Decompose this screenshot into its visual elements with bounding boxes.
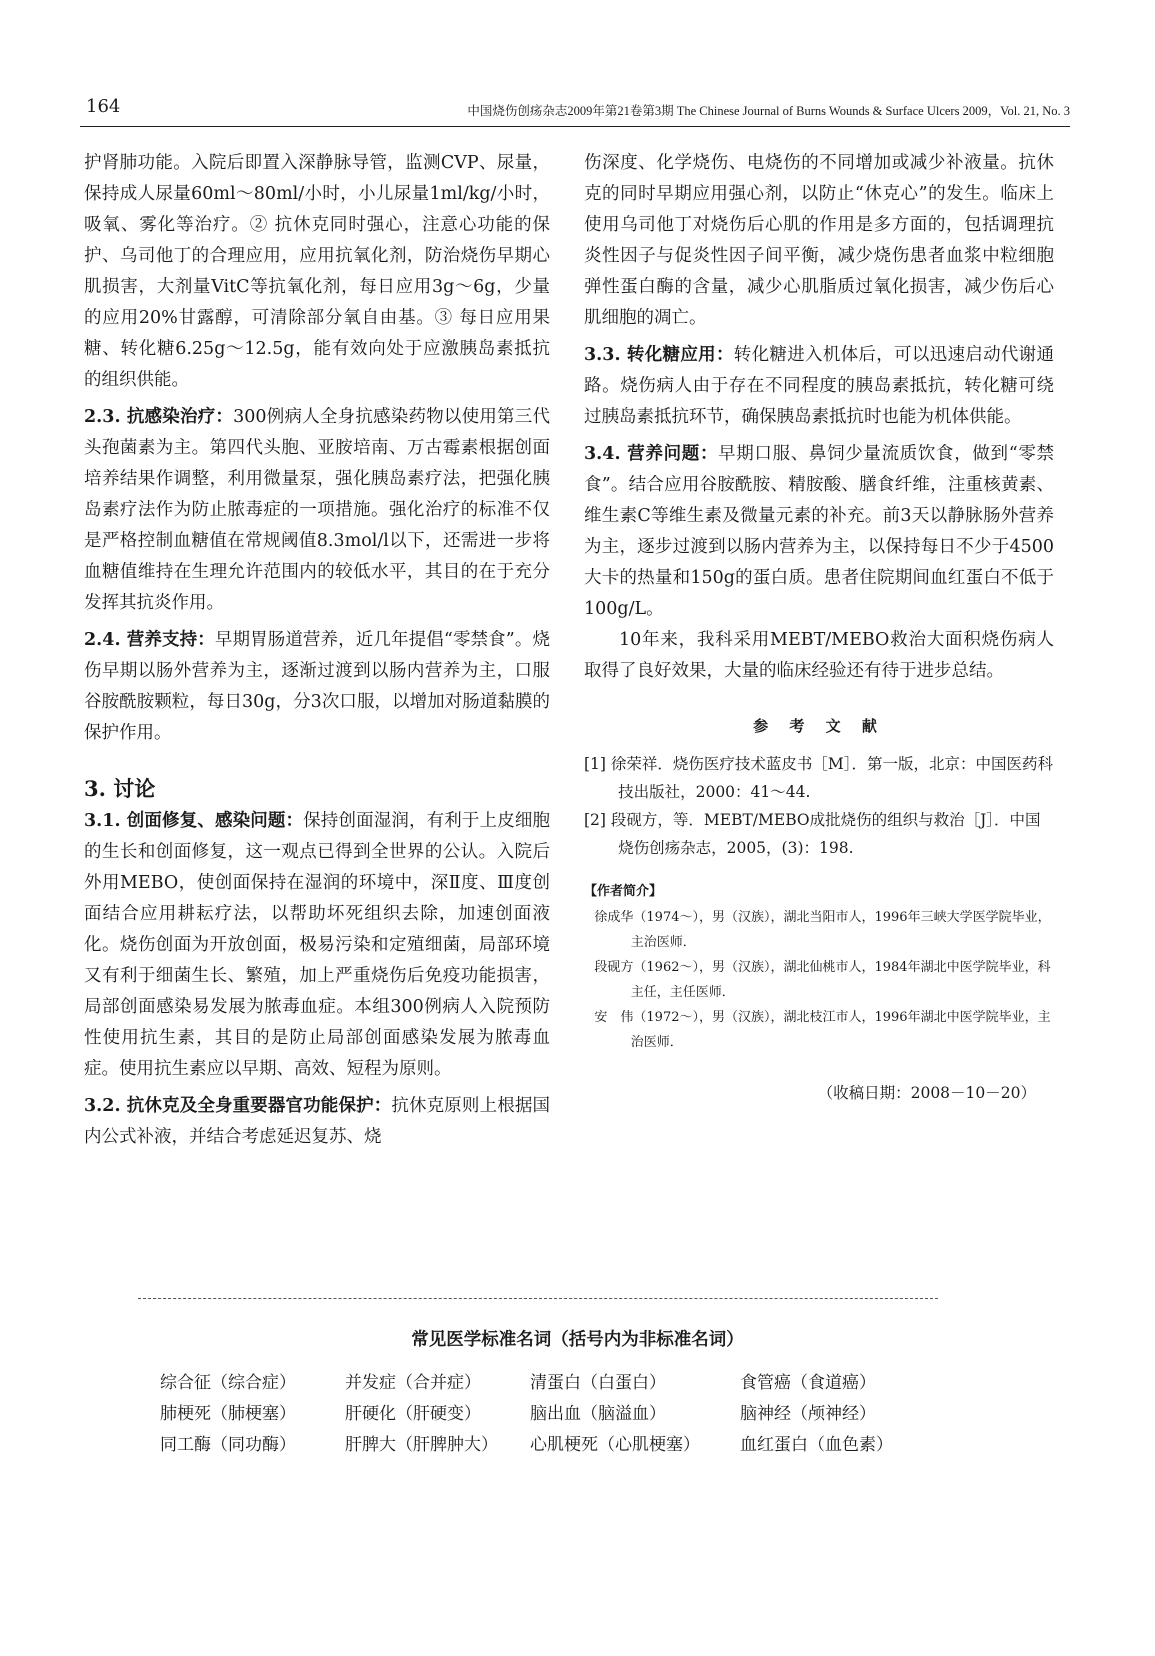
glossary-term: 心肌梗死（心肌梗塞） — [530, 1435, 700, 1455]
glossary-row — [160, 1430, 980, 1461]
paragraph-kidney-lung: 护肾肺功能。入院后即置入深静脉导管，监测CVP、尿量，保持成人尿量60ml～80ml/小时，小儿尿量1ml/kg/小时，吸氧、雾化等治疗。② 抗休克同时强心，注意心功能的保护、乌司他丁的合理应用，应用抗氧化剂，防治烧伤早期心肌损害，大剂量VitC等抗氧化剂，每日应用3g～6g，少量的应用20%甘露醇，可清除部分氧自由基。③ 每日应用果糖、转化糖6.25g～12.5g，能有效向处于应激胰岛素抵抗的组织供能。 — [84, 153, 550, 390]
section-2-3-heading: 2.3. 抗感染治疗： — [84, 407, 234, 427]
author-bio-item: 徐成华（1974～），男（汉族），湖北当阳市人，1996年三峡大学医学院毕业，主治医师． — [594, 910, 1051, 950]
glossary-row — [160, 1399, 980, 1430]
section-3-2-body: 抗休克原则上根据国内公式补液，并结合考虑延迟复苏、烧 — [84, 1096, 550, 1147]
glossary-term: 食管癌（食道癌） — [740, 1373, 876, 1393]
paragraph-continued: 伤深度、化学烧伤、电烧伤的不同增加或减少补液量。抗休克的同时早期应用强心剂，以防止“休克心”的发生。临床上使用乌司他丁对烧伤后心肌的作用是多方面的，包括调理抗炎性因子与促炎性因子间平衡，减少烧伤患者血浆中粒细胞弹性蛋白酶的含量，减少心肌脂质过氧化损害，减少伤后心肌细胞的凋亡。 — [584, 153, 1054, 328]
glossary-title: 常见医学标准名词（括号内为非标准名词） — [411, 1330, 744, 1350]
references-title: 参 考 文 献 — [753, 717, 885, 735]
section-divider — [138, 1298, 938, 1299]
left-column — [84, 148, 550, 1153]
glossary-term: 清蛋白（白蛋白） — [530, 1373, 666, 1393]
glossary-term: 肺梗死（肺梗塞） — [160, 1404, 296, 1424]
glossary-row — [160, 1368, 980, 1399]
glossary-term: 脑神经（颅神经） — [740, 1404, 876, 1424]
section-2-3-body: 300例病人全身抗感染药物以使用第三代头孢菌素为主。第四代头胞、亚胺培南、万古霉素根据创面培养结果作调整，利用微量泵，强化胰岛素疗法，把强化胰岛素疗法作为防止脓毒症的一项措施。强化治疗的标准不仅是严格控制血糖值在常规阈值8.3mol/l以下，还需进一步将血糖值维持在生理允许范围内的较低水平，其目的在于充分发挥其抗炎作用。 — [84, 407, 550, 613]
section-3-2-heading: 3.2. 抗休克及全身重要器官功能保护： — [84, 1096, 392, 1116]
glossary-term: 并发症（合并症） — [345, 1373, 481, 1393]
page-number: 164 — [86, 96, 121, 117]
glossary-term: 同工酶（同功酶） — [160, 1435, 296, 1455]
glossary-term: 脑出血（脑溢血） — [530, 1404, 666, 1424]
section-3-1-heading: 3.1. 创面修复、感染问题： — [84, 811, 304, 831]
author-bio-item: 段砚方（1962～），男（汉族），湖北仙桃市人，1984年湖北中医学院毕业，科主任，主任医师． — [594, 960, 1051, 1000]
right-column — [584, 148, 1054, 1103]
glossary-term: 肝硬化（肝硬变） — [345, 1404, 481, 1424]
page-header — [80, 92, 1070, 127]
section-3-3-body: 转化糖进入机体后，可以迅速启动代谢通路。烧伤病人由于存在不同程度的胰岛素抵抗，转化糖可绕过胰岛素抵抗环节，确保胰岛素抵抗时也能为机体供能。 — [584, 345, 1054, 427]
section-3-3 — [584, 340, 1054, 433]
section-3-title: 3. 讨论 — [84, 776, 156, 801]
glossary-term: 综合征（综合症） — [160, 1373, 296, 1393]
section-3-1-body: 保持创面湿润，有利于上皮细胞的生长和创面修复，这一观点已得到全世界的公认。入院后外用MEBO，使创面保持在湿润的环境中，深Ⅱ度、Ⅲ度创面结合应用耕耘疗法，以帮助坏死组织去除，加速创面液化。烧伤创面为开放创面，极易污染和定殖细菌，局部环境又有利于细菌生长、繁殖，加上严重烧伤后免疫功能损害，局部创面感染易发展为脓毒血症。本组300例病人入院预防性使用抗生素，其目的是防止局部创面感染发展为脓毒血症。使用抗生素应以早期、高效、短程为原则。 — [84, 811, 550, 1079]
section-3-3-heading: 3.3. 转化糖应用： — [584, 345, 734, 365]
section-3-1 — [84, 806, 550, 1085]
section-3-4 — [584, 439, 1054, 625]
glossary-table — [160, 1368, 980, 1461]
glossary-term: 肝脾大（肝脾肿大） — [345, 1435, 498, 1455]
section-2-4-body: 早期胃肠道营养，近几年提倡“零禁食”。烧伤早期以肠外营养为主，逐渐过渡到以肠内营养为主，口服谷胺酰胺颗粒，每日30g，分3次口服，以增加对肠道黏膜的保护作用。 — [84, 630, 550, 743]
author-bio-item: 安 伟（1972～），男（汉族），湖北枝江市人，1996年湖北中医学院毕业，主治医师． — [594, 1010, 1051, 1050]
section-3-4-heading: 3.4. 营养问题： — [584, 444, 719, 464]
section-2-3 — [84, 402, 550, 619]
reference-item: [2] 段砚方，等．MEBT/MEBO成批烧伤的组织与救治［J］．中国烧伤创疡杂志，2005，(3)：198. — [584, 811, 1041, 857]
section-2-4 — [84, 625, 550, 749]
received-date: （收稿日期：2008－10－20） — [817, 1084, 1036, 1102]
reference-item: [1] 徐荣祥．烧伤医疗技术蓝皮书［M］．第一版，北京：中国医药科技出版社，2000：41～44. — [584, 755, 1054, 801]
section-3-4-body: 早期口服、鼻饲少量流质饮食，做到“零禁食”。结合应用谷胺酰胺、精胺酸、膳食纤维，注重核黄素、维生素C等维生素及微量元素的补充。前3天以静脉肠外营养为主，逐步过渡到以肠内营养为主，以保持每日不少于4500大卡的热量和150g的蛋白质。患者住院期间血红蛋白不低于100g/L。 — [584, 444, 1054, 619]
glossary-term: 血红蛋白（血色素） — [740, 1435, 893, 1455]
section-3-2 — [84, 1091, 550, 1153]
running-head: 中国烧伤创疡杂志2009年第21卷第3期 The Chinese Journal of Burns Wounds & Surface Ulcers 2009，Vol. 21, No. 3 — [467, 104, 1070, 118]
conclusion-paragraph: 10年来，我科采用MEBT/MEBO救治大面积烧伤病人取得了良好效果，大量的临床经验还有待于进步总结。 — [584, 630, 1054, 681]
section-2-4-heading: 2.4. 营养支持： — [84, 630, 215, 650]
author-bio-title: 【作者简介】 — [584, 884, 663, 899]
